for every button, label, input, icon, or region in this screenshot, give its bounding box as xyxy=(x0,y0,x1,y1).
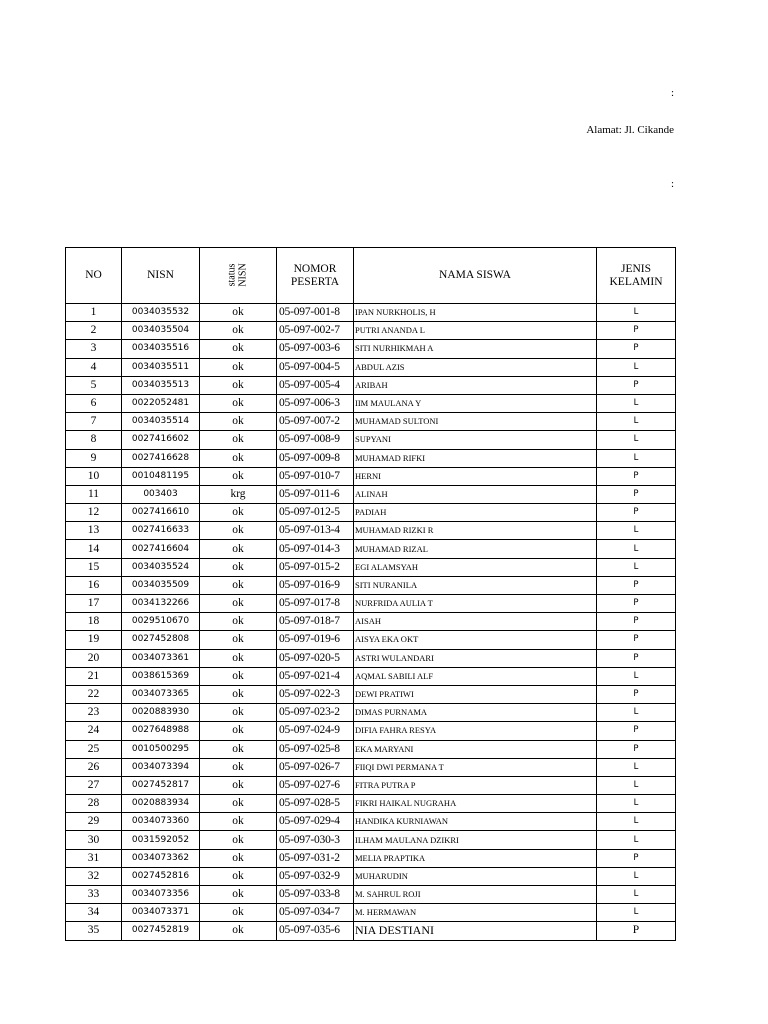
cell-nisn: 0034035524 xyxy=(122,558,200,576)
cell-no: 31 xyxy=(66,849,122,867)
cell-status-nisn: ok xyxy=(200,849,277,867)
cell-no: 24 xyxy=(66,722,122,740)
cell-nama-siswa: MUHAMAD RIZKI R xyxy=(354,522,597,540)
cell-status-nisn: ok xyxy=(200,576,277,594)
cell-jenis-kelamin: P xyxy=(597,649,676,667)
cell-nama-siswa: MUHARUDIN xyxy=(354,867,597,885)
cell-nama-siswa: HANDIKA KURNIAWAN xyxy=(354,813,597,831)
table-row xyxy=(66,649,676,667)
cell-jenis-kelamin: L xyxy=(597,358,676,376)
cell-jenis-kelamin: P xyxy=(597,722,676,740)
cell-nisn: 0034132266 xyxy=(122,595,200,613)
cell-status-nisn: ok xyxy=(200,449,277,467)
cell-jenis-kelamin: L xyxy=(597,795,676,813)
cell-no: 20 xyxy=(66,649,122,667)
cell-nisn: 0027452819 xyxy=(122,922,200,940)
cell-nama-siswa: SITI NURHIKMAH A xyxy=(354,340,597,358)
status-label-line2: NISN xyxy=(238,263,249,287)
header-colon-bottom: : xyxy=(671,178,675,190)
student-table xyxy=(65,247,676,941)
cell-nisn: 0034073394 xyxy=(122,758,200,776)
cell-nomor-peserta: 05-097-025-8 xyxy=(277,740,354,758)
cell-no: 28 xyxy=(66,795,122,813)
table-row xyxy=(66,431,676,449)
cell-nomor-peserta: 05-097-017-8 xyxy=(277,595,354,613)
cell-jenis-kelamin: L xyxy=(597,394,676,412)
cell-no: 17 xyxy=(66,595,122,613)
cell-no: 30 xyxy=(66,831,122,849)
cell-nama-siswa: ALINAH xyxy=(354,485,597,503)
cell-jenis-kelamin: L xyxy=(597,867,676,885)
cell-no: 13 xyxy=(66,522,122,540)
cell-nomor-peserta: 05-097-029-4 xyxy=(277,813,354,831)
cell-nama-siswa: IIM MAULANA Y xyxy=(354,394,597,412)
cell-nisn: 0010500295 xyxy=(122,740,200,758)
cell-nomor-peserta: 05-097-008-9 xyxy=(277,431,354,449)
cell-status-nisn: ok xyxy=(200,886,277,904)
column-header-no: NO xyxy=(66,248,122,304)
cell-nomor-peserta: 05-097-027-6 xyxy=(277,776,354,794)
table-row xyxy=(66,304,676,322)
column-header-status-nisn xyxy=(200,248,277,304)
table-row xyxy=(66,849,676,867)
cell-jenis-kelamin: L xyxy=(597,558,676,576)
cell-nisn: 0010481195 xyxy=(122,467,200,485)
cell-status-nisn: ok xyxy=(200,558,277,576)
cell-nomor-peserta: 05-097-030-3 xyxy=(277,831,354,849)
cell-jenis-kelamin: P xyxy=(597,631,676,649)
cell-nisn: 0034073371 xyxy=(122,904,200,922)
cell-jenis-kelamin: P xyxy=(597,849,676,867)
cell-nomor-peserta: 05-097-010-7 xyxy=(277,467,354,485)
cell-status-nisn: ok xyxy=(200,813,277,831)
table-row xyxy=(66,740,676,758)
cell-nama-siswa: DIMAS PURNAMA xyxy=(354,704,597,722)
cell-status-nisn: ok xyxy=(200,467,277,485)
cell-nomor-peserta: 05-097-009-8 xyxy=(277,449,354,467)
column-header-nomor-peserta xyxy=(277,248,354,304)
cell-nama-siswa: MUHAMAD RIZAL xyxy=(354,540,597,558)
table-row xyxy=(66,394,676,412)
cell-no: 19 xyxy=(66,631,122,649)
cell-status-nisn: ok xyxy=(200,522,277,540)
cell-jenis-kelamin: P xyxy=(597,322,676,340)
cell-nomor-peserta: 05-097-018-7 xyxy=(277,613,354,631)
cell-nama-siswa: AISYA EKA OKT xyxy=(354,631,597,649)
table-row xyxy=(66,485,676,503)
table-row xyxy=(66,558,676,576)
cell-no: 15 xyxy=(66,558,122,576)
cell-nomor-peserta: 05-097-032-9 xyxy=(277,867,354,885)
cell-jenis-kelamin: P xyxy=(597,467,676,485)
cell-nama-siswa: EGI ALAMSYAH xyxy=(354,558,597,576)
cell-nisn: 0034035514 xyxy=(122,413,200,431)
cell-nama-siswa: FITRA PUTRA P xyxy=(354,776,597,794)
cell-no: 12 xyxy=(66,504,122,522)
cell-jenis-kelamin: L xyxy=(597,758,676,776)
cell-jenis-kelamin: L xyxy=(597,449,676,467)
table-row xyxy=(66,813,676,831)
cell-jenis-kelamin: L xyxy=(597,540,676,558)
school-address: Alamat: Jl. Cikande xyxy=(586,124,674,136)
cell-nama-siswa: FIKRI HAIKAL NUGRAHA xyxy=(354,795,597,813)
cell-nisn: 0020883930 xyxy=(122,704,200,722)
cell-no: 3 xyxy=(66,340,122,358)
cell-status-nisn: ok xyxy=(200,831,277,849)
cell-nisn: 0027648988 xyxy=(122,722,200,740)
cell-nama-siswa: MELIA PRAPTIKA xyxy=(354,849,597,867)
cell-jenis-kelamin: P xyxy=(597,685,676,703)
cell-nomor-peserta: 05-097-033-8 xyxy=(277,886,354,904)
cell-jenis-kelamin: L xyxy=(597,304,676,322)
cell-status-nisn: ok xyxy=(200,304,277,322)
status-nisn-rotated-label xyxy=(227,263,249,286)
cell-status-nisn: ok xyxy=(200,504,277,522)
cell-nama-siswa: ASTRI WULANDARI xyxy=(354,649,597,667)
cell-nisn: 0027416602 xyxy=(122,431,200,449)
table-row xyxy=(66,413,676,431)
cell-nomor-peserta: 05-097-005-4 xyxy=(277,376,354,394)
table-row xyxy=(66,522,676,540)
cell-nama-siswa: PADIAH xyxy=(354,504,597,522)
cell-status-nisn: ok xyxy=(200,540,277,558)
cell-nama-siswa: FIIQI DWI PERMANA T xyxy=(354,758,597,776)
cell-no: 35 xyxy=(66,922,122,940)
table-row xyxy=(66,831,676,849)
header-colon-top: : xyxy=(671,87,675,99)
cell-nomor-peserta: 05-097-014-3 xyxy=(277,540,354,558)
cell-nama-siswa: DIFIA FAHRA RESYA xyxy=(354,722,597,740)
table-row xyxy=(66,467,676,485)
cell-jenis-kelamin: P xyxy=(597,740,676,758)
cell-status-nisn: ok xyxy=(200,867,277,885)
cell-nomor-peserta: 05-097-016-9 xyxy=(277,576,354,594)
cell-nama-siswa: ILHAM MAULANA DZIKRI xyxy=(354,831,597,849)
cell-jenis-kelamin: L xyxy=(597,413,676,431)
cell-nomor-peserta: 05-097-024-9 xyxy=(277,722,354,740)
cell-status-nisn: ok xyxy=(200,649,277,667)
cell-nomor-peserta: 05-097-003-6 xyxy=(277,340,354,358)
cell-nisn: 0034073361 xyxy=(122,649,200,667)
cell-nomor-peserta: 05-097-007-2 xyxy=(277,413,354,431)
nomor-label-line1: NOMOR xyxy=(293,262,337,275)
jk-label-line1: JENIS xyxy=(620,262,652,275)
cell-no: 11 xyxy=(66,485,122,503)
cell-nisn: 0027452816 xyxy=(122,867,200,885)
table-header-row xyxy=(66,248,676,304)
cell-no: 8 xyxy=(66,431,122,449)
cell-nomor-peserta: 05-097-006-3 xyxy=(277,394,354,412)
cell-nomor-peserta: 05-097-021-4 xyxy=(277,667,354,685)
table-row xyxy=(66,667,676,685)
cell-no: 14 xyxy=(66,540,122,558)
cell-status-nisn: ok xyxy=(200,358,277,376)
cell-no: 16 xyxy=(66,576,122,594)
cell-nisn: 0031592052 xyxy=(122,831,200,849)
cell-status-nisn: ok xyxy=(200,413,277,431)
table-row xyxy=(66,776,676,794)
column-header-jenis-kelamin xyxy=(597,248,676,304)
cell-status-nisn: ok xyxy=(200,631,277,649)
cell-jenis-kelamin: L xyxy=(597,776,676,794)
cell-no: 33 xyxy=(66,886,122,904)
cell-status-nisn: ok xyxy=(200,758,277,776)
column-header-nama-siswa: NAMA SISWA xyxy=(354,248,597,304)
cell-nomor-peserta: 05-097-015-2 xyxy=(277,558,354,576)
cell-jenis-kelamin: P xyxy=(597,340,676,358)
table-row xyxy=(66,449,676,467)
cell-nisn: 0027416633 xyxy=(122,522,200,540)
cell-status-nisn: ok xyxy=(200,431,277,449)
cell-nisn: 0038615369 xyxy=(122,667,200,685)
cell-nisn: 0027416610 xyxy=(122,504,200,522)
table-row xyxy=(66,504,676,522)
cell-nama-siswa: DEWI PRATIWI xyxy=(354,685,597,703)
cell-jenis-kelamin: P xyxy=(597,595,676,613)
cell-no: 1 xyxy=(66,304,122,322)
cell-nomor-peserta: 05-097-035-6 xyxy=(277,922,354,940)
cell-status-nisn: ok xyxy=(200,340,277,358)
cell-status-nisn: krg xyxy=(200,485,277,503)
cell-nisn: 0027452817 xyxy=(122,776,200,794)
cell-no: 32 xyxy=(66,867,122,885)
cell-nisn: 003403 xyxy=(122,485,200,503)
cell-nisn: 0020883934 xyxy=(122,795,200,813)
cell-status-nisn: ok xyxy=(200,595,277,613)
cell-jenis-kelamin: L xyxy=(597,522,676,540)
cell-nomor-peserta: 05-097-031-2 xyxy=(277,849,354,867)
table-body xyxy=(66,304,676,941)
cell-jenis-kelamin: L xyxy=(597,704,676,722)
cell-jenis-kelamin: P xyxy=(597,613,676,631)
cell-nisn: 0022052481 xyxy=(122,394,200,412)
cell-no: 34 xyxy=(66,904,122,922)
table-row xyxy=(66,722,676,740)
cell-nisn: 0034073356 xyxy=(122,886,200,904)
cell-nisn: 0034035516 xyxy=(122,340,200,358)
table-row xyxy=(66,576,676,594)
table-row xyxy=(66,540,676,558)
cell-jenis-kelamin: L xyxy=(597,831,676,849)
cell-nisn: 0034035532 xyxy=(122,304,200,322)
cell-nomor-peserta: 05-097-019-6 xyxy=(277,631,354,649)
cell-nisn: 0027416628 xyxy=(122,449,200,467)
cell-nama-siswa: SITI NURANILA xyxy=(354,576,597,594)
cell-no: 27 xyxy=(66,776,122,794)
cell-no: 6 xyxy=(66,394,122,412)
cell-nama-siswa: IPAN NURKHOLIS, H xyxy=(354,304,597,322)
cell-status-nisn: ok xyxy=(200,704,277,722)
cell-status-nisn: ok xyxy=(200,776,277,794)
cell-nama-siswa: EKA MARYANI xyxy=(354,740,597,758)
cell-no: 7 xyxy=(66,413,122,431)
cell-nomor-peserta: 05-097-013-4 xyxy=(277,522,354,540)
cell-nisn: 0034073360 xyxy=(122,813,200,831)
cell-nisn: 0027452808 xyxy=(122,631,200,649)
cell-status-nisn: ok xyxy=(200,740,277,758)
cell-nama-siswa: MUHAMAD RIFKI xyxy=(354,449,597,467)
cell-nomor-peserta: 05-097-012-5 xyxy=(277,504,354,522)
cell-jenis-kelamin: L xyxy=(597,813,676,831)
cell-jenis-kelamin: L xyxy=(597,904,676,922)
cell-nama-siswa: HERNI xyxy=(354,467,597,485)
cell-nama-siswa: SUPYANI xyxy=(354,431,597,449)
table-row xyxy=(66,795,676,813)
cell-nama-siswa: NIA DESTIANI xyxy=(354,922,597,940)
cell-status-nisn: ok xyxy=(200,376,277,394)
cell-nisn: 0034073362 xyxy=(122,849,200,867)
cell-no: 26 xyxy=(66,758,122,776)
table-row xyxy=(66,340,676,358)
cell-jenis-kelamin: P xyxy=(597,576,676,594)
cell-jenis-kelamin: P xyxy=(597,376,676,394)
cell-no: 4 xyxy=(66,358,122,376)
cell-nomor-peserta: 05-097-011-6 xyxy=(277,485,354,503)
cell-nomor-peserta: 05-097-002-7 xyxy=(277,322,354,340)
cell-no: 21 xyxy=(66,667,122,685)
cell-nama-siswa: AQMAL SABILI ALF xyxy=(354,667,597,685)
cell-nisn: 0029510670 xyxy=(122,613,200,631)
cell-status-nisn: ok xyxy=(200,922,277,940)
table-row xyxy=(66,867,676,885)
cell-no: 9 xyxy=(66,449,122,467)
cell-nisn: 0034035504 xyxy=(122,322,200,340)
table-row xyxy=(66,595,676,613)
cell-no: 23 xyxy=(66,704,122,722)
cell-no: 25 xyxy=(66,740,122,758)
cell-nomor-peserta: 05-097-020-5 xyxy=(277,649,354,667)
status-label-line1: status xyxy=(227,263,238,287)
cell-no: 29 xyxy=(66,813,122,831)
cell-nama-siswa: ARIBAH xyxy=(354,376,597,394)
table-row xyxy=(66,685,676,703)
cell-nomor-peserta: 05-097-034-7 xyxy=(277,904,354,922)
cell-nama-siswa: NURFRIDA AULIA T xyxy=(354,595,597,613)
cell-jenis-kelamin: P xyxy=(597,504,676,522)
cell-jenis-kelamin: P xyxy=(597,485,676,503)
cell-no: 2 xyxy=(66,322,122,340)
table-row xyxy=(66,704,676,722)
cell-status-nisn: ok xyxy=(200,722,277,740)
cell-status-nisn: ok xyxy=(200,685,277,703)
cell-nomor-peserta: 05-097-028-5 xyxy=(277,795,354,813)
table-row xyxy=(66,904,676,922)
cell-status-nisn: ok xyxy=(200,394,277,412)
cell-jenis-kelamin: P xyxy=(597,922,676,940)
cell-nisn: 0027416604 xyxy=(122,540,200,558)
table-row xyxy=(66,758,676,776)
cell-jenis-kelamin: L xyxy=(597,667,676,685)
table-row xyxy=(66,631,676,649)
cell-nisn: 0034035509 xyxy=(122,576,200,594)
table-row xyxy=(66,613,676,631)
table-row xyxy=(66,322,676,340)
cell-status-nisn: ok xyxy=(200,904,277,922)
jk-label-line2: KELAMIN xyxy=(609,275,663,288)
cell-nama-siswa: M. SAHRUL ROJI xyxy=(354,886,597,904)
column-header-nisn: NISN xyxy=(122,248,200,304)
cell-nomor-peserta: 05-097-026-7 xyxy=(277,758,354,776)
cell-nama-siswa: AISAH xyxy=(354,613,597,631)
cell-nisn: 0034073365 xyxy=(122,685,200,703)
cell-nama-siswa: MUHAMAD SULTONI xyxy=(354,413,597,431)
cell-nomor-peserta: 05-097-004-5 xyxy=(277,358,354,376)
cell-jenis-kelamin: L xyxy=(597,886,676,904)
cell-status-nisn: ok xyxy=(200,322,277,340)
cell-nisn: 0034035511 xyxy=(122,358,200,376)
table-row xyxy=(66,886,676,904)
cell-no: 10 xyxy=(66,467,122,485)
cell-nomor-peserta: 05-097-001-8 xyxy=(277,304,354,322)
cell-nama-siswa: PUTRI ANANDA L xyxy=(354,322,597,340)
cell-nomor-peserta: 05-097-023-2 xyxy=(277,704,354,722)
cell-status-nisn: ok xyxy=(200,613,277,631)
nomor-label-line2: PESERTA xyxy=(290,275,340,288)
cell-nama-siswa: ABDUL AZIS xyxy=(354,358,597,376)
cell-nama-siswa: M. HERMAWAN xyxy=(354,904,597,922)
cell-no: 5 xyxy=(66,376,122,394)
table-row xyxy=(66,922,676,940)
table-row xyxy=(66,376,676,394)
cell-jenis-kelamin: L xyxy=(597,431,676,449)
table-row xyxy=(66,358,676,376)
cell-no: 22 xyxy=(66,685,122,703)
cell-nomor-peserta: 05-097-022-3 xyxy=(277,685,354,703)
cell-nisn: 0034035513 xyxy=(122,376,200,394)
cell-status-nisn: ok xyxy=(200,795,277,813)
cell-no: 18 xyxy=(66,613,122,631)
cell-status-nisn: ok xyxy=(200,667,277,685)
